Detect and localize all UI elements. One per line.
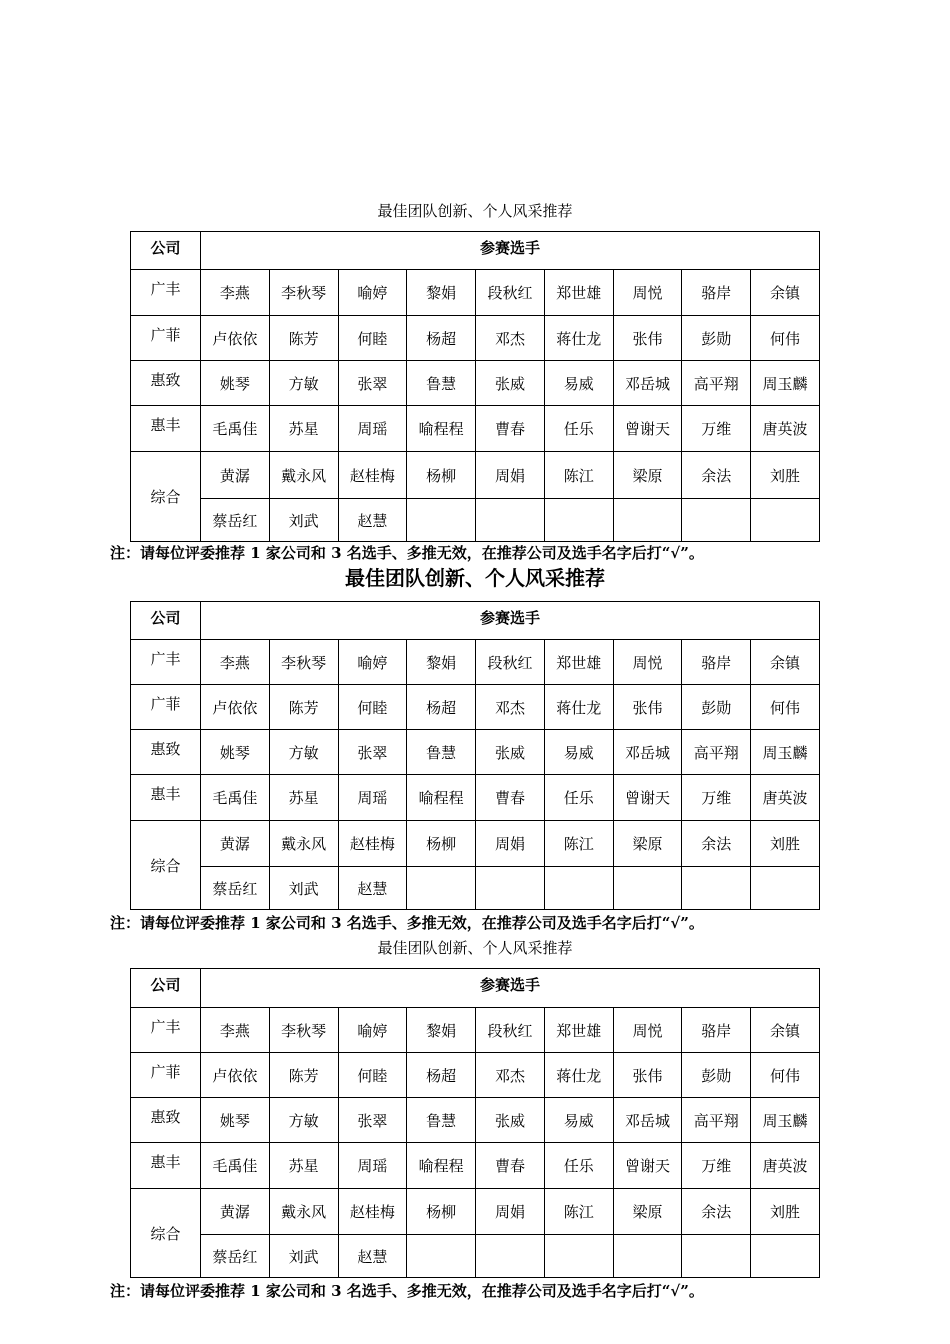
player-cell[interactable]: 周瑶 xyxy=(338,1143,407,1189)
company-name: 惠丰 xyxy=(131,775,201,821)
player-cell[interactable]: 唐英波 xyxy=(751,775,820,821)
player-cell[interactable]: 余镇 xyxy=(751,1008,820,1053)
section-3-title: 最佳团队创新、个人风采推荐 xyxy=(377,939,573,957)
company-row xyxy=(131,270,820,316)
empty-cell xyxy=(544,867,613,910)
player-cell[interactable]: 余镇 xyxy=(751,640,820,685)
section-3-note: 注：请每位评委推荐 1 家公司和 3 名选手、多推无效，在推荐公司及选手名字后打“√”。 xyxy=(110,1282,704,1300)
company-name: 广菲 xyxy=(131,316,201,361)
player-cell[interactable]: 张威 xyxy=(476,730,545,775)
player-cell[interactable]: 邓岳城 xyxy=(613,361,682,406)
player-cell[interactable]: 方敏 xyxy=(269,730,338,775)
player-cell[interactable]: 蒋仕龙 xyxy=(544,685,613,730)
company-row xyxy=(131,1189,820,1235)
player-cell[interactable]: 高平翔 xyxy=(682,730,751,775)
player-cell[interactable]: 李秋琴 xyxy=(269,1008,338,1053)
player-cell[interactable]: 喻程程 xyxy=(407,406,476,452)
player-cell[interactable]: 苏星 xyxy=(269,406,338,452)
player-cell[interactable]: 刘胜 xyxy=(751,821,820,867)
empty-cell xyxy=(476,1235,545,1278)
player-cell[interactable]: 曾谢天 xyxy=(613,406,682,452)
player-cell[interactable]: 刘胜 xyxy=(751,1189,820,1235)
section-3-table xyxy=(130,968,820,1278)
player-cell[interactable]: 杨柳 xyxy=(407,821,476,867)
company-row xyxy=(131,730,820,775)
player-cell[interactable]: 李秋琴 xyxy=(269,640,338,685)
player-cell[interactable]: 周瑶 xyxy=(338,775,407,821)
player-cell[interactable]: 唐英波 xyxy=(751,1143,820,1189)
player-cell[interactable]: 张伟 xyxy=(613,685,682,730)
company-name: 广菲 xyxy=(131,685,201,730)
player-cell[interactable]: 周悦 xyxy=(613,270,682,316)
player-cell[interactable]: 何睦 xyxy=(338,316,407,361)
player-cell[interactable]: 曹春 xyxy=(476,775,545,821)
player-cell[interactable]: 蔡岳红 xyxy=(201,499,270,542)
player-cell[interactable]: 余法 xyxy=(682,821,751,867)
player-cell[interactable]: 邓杰 xyxy=(476,316,545,361)
player-cell[interactable]: 梁原 xyxy=(613,1189,682,1235)
company-row-continued xyxy=(131,867,820,910)
company-row xyxy=(131,685,820,730)
company-name: 惠丰 xyxy=(131,1143,201,1189)
player-cell[interactable]: 周娟 xyxy=(476,1189,545,1235)
player-cell[interactable]: 何伟 xyxy=(751,1053,820,1098)
player-cell[interactable]: 邓岳城 xyxy=(613,1098,682,1143)
player-cell[interactable]: 段秋红 xyxy=(476,1008,545,1053)
player-cell[interactable]: 方敏 xyxy=(269,361,338,406)
company-row xyxy=(131,406,820,452)
company-name: 惠致 xyxy=(131,1098,201,1143)
section-2-table xyxy=(130,601,820,910)
player-cell[interactable]: 黄潺 xyxy=(201,821,270,867)
player-cell[interactable]: 鲁慧 xyxy=(407,730,476,775)
player-cell[interactable]: 赵慧 xyxy=(338,867,407,910)
player-cell[interactable]: 陈江 xyxy=(544,1189,613,1235)
empty-cell xyxy=(613,867,682,910)
player-cell[interactable]: 张威 xyxy=(476,1098,545,1143)
player-cell[interactable]: 陈江 xyxy=(544,821,613,867)
player-cell[interactable]: 彭勋 xyxy=(682,316,751,361)
player-cell[interactable]: 李燕 xyxy=(201,270,270,316)
player-cell[interactable]: 姚琴 xyxy=(201,361,270,406)
company-name: 综合 xyxy=(131,452,201,542)
player-cell[interactable]: 毛禹佳 xyxy=(201,1143,270,1189)
player-cell[interactable]: 刘武 xyxy=(269,1235,338,1278)
player-cell[interactable]: 喻程程 xyxy=(407,775,476,821)
player-cell[interactable]: 张威 xyxy=(476,361,545,406)
player-cell[interactable]: 蔡岳红 xyxy=(201,867,270,910)
player-cell[interactable]: 万维 xyxy=(682,775,751,821)
player-cell[interactable]: 曹春 xyxy=(476,1143,545,1189)
section-1-title: 最佳团队创新、个人风采推荐 xyxy=(377,202,573,220)
player-cell[interactable]: 唐英波 xyxy=(751,406,820,452)
header-company: 公司 xyxy=(131,232,201,270)
empty-cell xyxy=(613,1235,682,1278)
player-cell[interactable]: 姚琴 xyxy=(201,1098,270,1143)
player-cell[interactable]: 苏星 xyxy=(269,775,338,821)
player-cell[interactable]: 周玉麟 xyxy=(751,730,820,775)
player-cell[interactable]: 郑世雄 xyxy=(544,640,613,685)
player-cell[interactable]: 邓杰 xyxy=(476,685,545,730)
header-row xyxy=(131,602,820,640)
header-row xyxy=(131,969,820,1008)
player-cell[interactable]: 赵慧 xyxy=(338,1235,407,1278)
player-cell[interactable]: 喻婷 xyxy=(338,1008,407,1053)
player-cell[interactable]: 卢依依 xyxy=(201,685,270,730)
player-cell[interactable]: 李燕 xyxy=(201,640,270,685)
empty-cell xyxy=(476,499,545,542)
player-cell[interactable]: 郑世雄 xyxy=(544,1008,613,1053)
company-name: 综合 xyxy=(131,821,201,910)
player-cell[interactable]: 杨超 xyxy=(407,316,476,361)
empty-cell xyxy=(613,499,682,542)
player-cell[interactable]: 周悦 xyxy=(613,1008,682,1053)
company-row-continued xyxy=(131,1235,820,1278)
player-cell[interactable]: 余法 xyxy=(682,452,751,499)
player-cell[interactable]: 段秋红 xyxy=(476,640,545,685)
player-cell[interactable]: 毛禹佳 xyxy=(201,775,270,821)
section-1-table xyxy=(130,231,820,542)
player-cell[interactable]: 段秋红 xyxy=(476,270,545,316)
empty-cell xyxy=(751,499,820,542)
player-cell[interactable]: 彭勋 xyxy=(682,685,751,730)
player-cell[interactable]: 喻婷 xyxy=(338,640,407,685)
empty-cell xyxy=(751,1235,820,1278)
player-cell[interactable]: 姚琴 xyxy=(201,730,270,775)
player-cell[interactable]: 周悦 xyxy=(613,640,682,685)
player-cell[interactable]: 杨超 xyxy=(407,685,476,730)
player-cell[interactable]: 戴永风 xyxy=(269,452,338,499)
player-cell[interactable]: 任乐 xyxy=(544,1143,613,1189)
company-name: 惠致 xyxy=(131,730,201,775)
player-cell[interactable]: 任乐 xyxy=(544,406,613,452)
company-row xyxy=(131,452,820,499)
company-name: 惠致 xyxy=(131,361,201,406)
player-cell[interactable]: 梁原 xyxy=(613,821,682,867)
player-cell[interactable]: 喻婷 xyxy=(338,270,407,316)
header-players: 参赛选手 xyxy=(201,969,820,1008)
player-cell[interactable]: 刘胜 xyxy=(751,452,820,499)
header-players: 参赛选手 xyxy=(201,602,820,640)
player-cell[interactable]: 陈芳 xyxy=(269,685,338,730)
header-row xyxy=(131,232,820,270)
company-name: 广丰 xyxy=(131,1008,201,1053)
player-cell[interactable]: 余镇 xyxy=(751,270,820,316)
player-cell[interactable]: 刘武 xyxy=(269,499,338,542)
player-cell[interactable]: 彭勋 xyxy=(682,1053,751,1098)
player-cell[interactable]: 黎娟 xyxy=(407,1008,476,1053)
player-cell[interactable]: 周瑶 xyxy=(338,406,407,452)
empty-cell xyxy=(407,499,476,542)
player-cell[interactable]: 余法 xyxy=(682,1189,751,1235)
company-name: 综合 xyxy=(131,1189,201,1278)
player-cell[interactable]: 高平翔 xyxy=(682,1098,751,1143)
player-cell[interactable]: 张翠 xyxy=(338,1098,407,1143)
player-cell[interactable]: 杨超 xyxy=(407,1053,476,1098)
player-cell[interactable]: 张伟 xyxy=(613,1053,682,1098)
player-cell[interactable]: 骆岸 xyxy=(682,1008,751,1053)
company-name: 广丰 xyxy=(131,640,201,685)
player-cell[interactable]: 黄潺 xyxy=(201,452,270,499)
company-row xyxy=(131,1098,820,1143)
player-cell[interactable]: 曹春 xyxy=(476,406,545,452)
section-2-title: 最佳团队创新、个人风采推荐 xyxy=(345,566,605,590)
player-cell[interactable]: 赵桂梅 xyxy=(338,452,407,499)
player-cell[interactable]: 黄潺 xyxy=(201,1189,270,1235)
player-cell[interactable]: 陈芳 xyxy=(269,316,338,361)
company-row xyxy=(131,1053,820,1098)
company-row-continued xyxy=(131,499,820,542)
player-cell[interactable]: 李燕 xyxy=(201,1008,270,1053)
player-cell[interactable]: 鲁慧 xyxy=(407,361,476,406)
player-cell[interactable]: 高平翔 xyxy=(682,361,751,406)
player-cell[interactable]: 骆岸 xyxy=(682,270,751,316)
player-cell[interactable]: 赵桂梅 xyxy=(338,821,407,867)
player-cell[interactable]: 梁原 xyxy=(613,452,682,499)
empty-cell xyxy=(476,867,545,910)
player-cell[interactable]: 黎娟 xyxy=(407,640,476,685)
player-cell[interactable]: 万维 xyxy=(682,1143,751,1189)
company-row xyxy=(131,1008,820,1053)
player-cell[interactable]: 陈芳 xyxy=(269,1053,338,1098)
company-row xyxy=(131,640,820,685)
company-name: 广丰 xyxy=(131,270,201,316)
empty-cell xyxy=(544,1235,613,1278)
empty-cell xyxy=(682,867,751,910)
company-row xyxy=(131,775,820,821)
player-cell[interactable]: 易威 xyxy=(544,730,613,775)
player-cell[interactable]: 蔡岳红 xyxy=(201,1235,270,1278)
empty-cell xyxy=(682,499,751,542)
player-cell[interactable]: 任乐 xyxy=(544,775,613,821)
player-cell[interactable]: 苏星 xyxy=(269,1143,338,1189)
section-1-note: 注：请每位评委推荐 1 家公司和 3 名选手、多推无效，在推荐公司及选手名字后打“√”。 xyxy=(110,544,704,562)
player-cell[interactable]: 杨柳 xyxy=(407,452,476,499)
player-cell[interactable]: 卢依依 xyxy=(201,1053,270,1098)
player-cell[interactable]: 方敏 xyxy=(269,1098,338,1143)
player-cell[interactable]: 周玉麟 xyxy=(751,1098,820,1143)
player-cell[interactable]: 邓杰 xyxy=(476,1053,545,1098)
player-cell[interactable]: 骆岸 xyxy=(682,640,751,685)
player-cell[interactable]: 郑世雄 xyxy=(544,270,613,316)
player-cell[interactable]: 张翠 xyxy=(338,361,407,406)
header-company: 公司 xyxy=(131,602,201,640)
empty-cell xyxy=(751,867,820,910)
player-cell[interactable]: 曾谢天 xyxy=(613,775,682,821)
player-cell[interactable]: 毛禹佳 xyxy=(201,406,270,452)
player-cell[interactable]: 易威 xyxy=(544,1098,613,1143)
player-cell[interactable]: 蒋仕龙 xyxy=(544,1053,613,1098)
header-players: 参赛选手 xyxy=(201,232,820,270)
company-row xyxy=(131,316,820,361)
player-cell[interactable]: 曾谢天 xyxy=(613,1143,682,1189)
player-cell[interactable]: 杨柳 xyxy=(407,1189,476,1235)
player-cell[interactable]: 邓岳城 xyxy=(613,730,682,775)
section-2-note: 注：请每位评委推荐 1 家公司和 3 名选手、多推无效，在推荐公司及选手名字后打“√”。 xyxy=(110,914,704,932)
company-row xyxy=(131,1143,820,1189)
player-cell[interactable]: 鲁慧 xyxy=(407,1098,476,1143)
player-cell[interactable]: 周娟 xyxy=(476,452,545,499)
empty-cell xyxy=(544,499,613,542)
company-name: 广菲 xyxy=(131,1053,201,1098)
empty-cell xyxy=(682,1235,751,1278)
company-name: 惠丰 xyxy=(131,406,201,452)
player-cell[interactable]: 陈江 xyxy=(544,452,613,499)
player-cell[interactable]: 蒋仕龙 xyxy=(544,316,613,361)
player-cell[interactable]: 周玉麟 xyxy=(751,361,820,406)
player-cell[interactable]: 黎娟 xyxy=(407,270,476,316)
company-row xyxy=(131,361,820,406)
player-cell[interactable]: 喻程程 xyxy=(407,1143,476,1189)
player-cell[interactable]: 何睦 xyxy=(338,1053,407,1098)
empty-cell xyxy=(407,867,476,910)
player-cell[interactable]: 戴永风 xyxy=(269,821,338,867)
player-cell[interactable]: 赵慧 xyxy=(338,499,407,542)
player-cell[interactable]: 张伟 xyxy=(613,316,682,361)
player-cell[interactable]: 张翠 xyxy=(338,730,407,775)
player-cell[interactable]: 卢依依 xyxy=(201,316,270,361)
player-cell[interactable]: 戴永风 xyxy=(269,1189,338,1235)
empty-cell xyxy=(407,1235,476,1278)
player-cell[interactable]: 万维 xyxy=(682,406,751,452)
company-row xyxy=(131,821,820,867)
player-cell[interactable]: 刘武 xyxy=(269,867,338,910)
player-cell[interactable]: 何伟 xyxy=(751,316,820,361)
player-cell[interactable]: 赵桂梅 xyxy=(338,1189,407,1235)
player-cell[interactable]: 易威 xyxy=(544,361,613,406)
player-cell[interactable]: 何睦 xyxy=(338,685,407,730)
header-company: 公司 xyxy=(131,969,201,1008)
player-cell[interactable]: 周娟 xyxy=(476,821,545,867)
player-cell[interactable]: 李秋琴 xyxy=(269,270,338,316)
player-cell[interactable]: 何伟 xyxy=(751,685,820,730)
